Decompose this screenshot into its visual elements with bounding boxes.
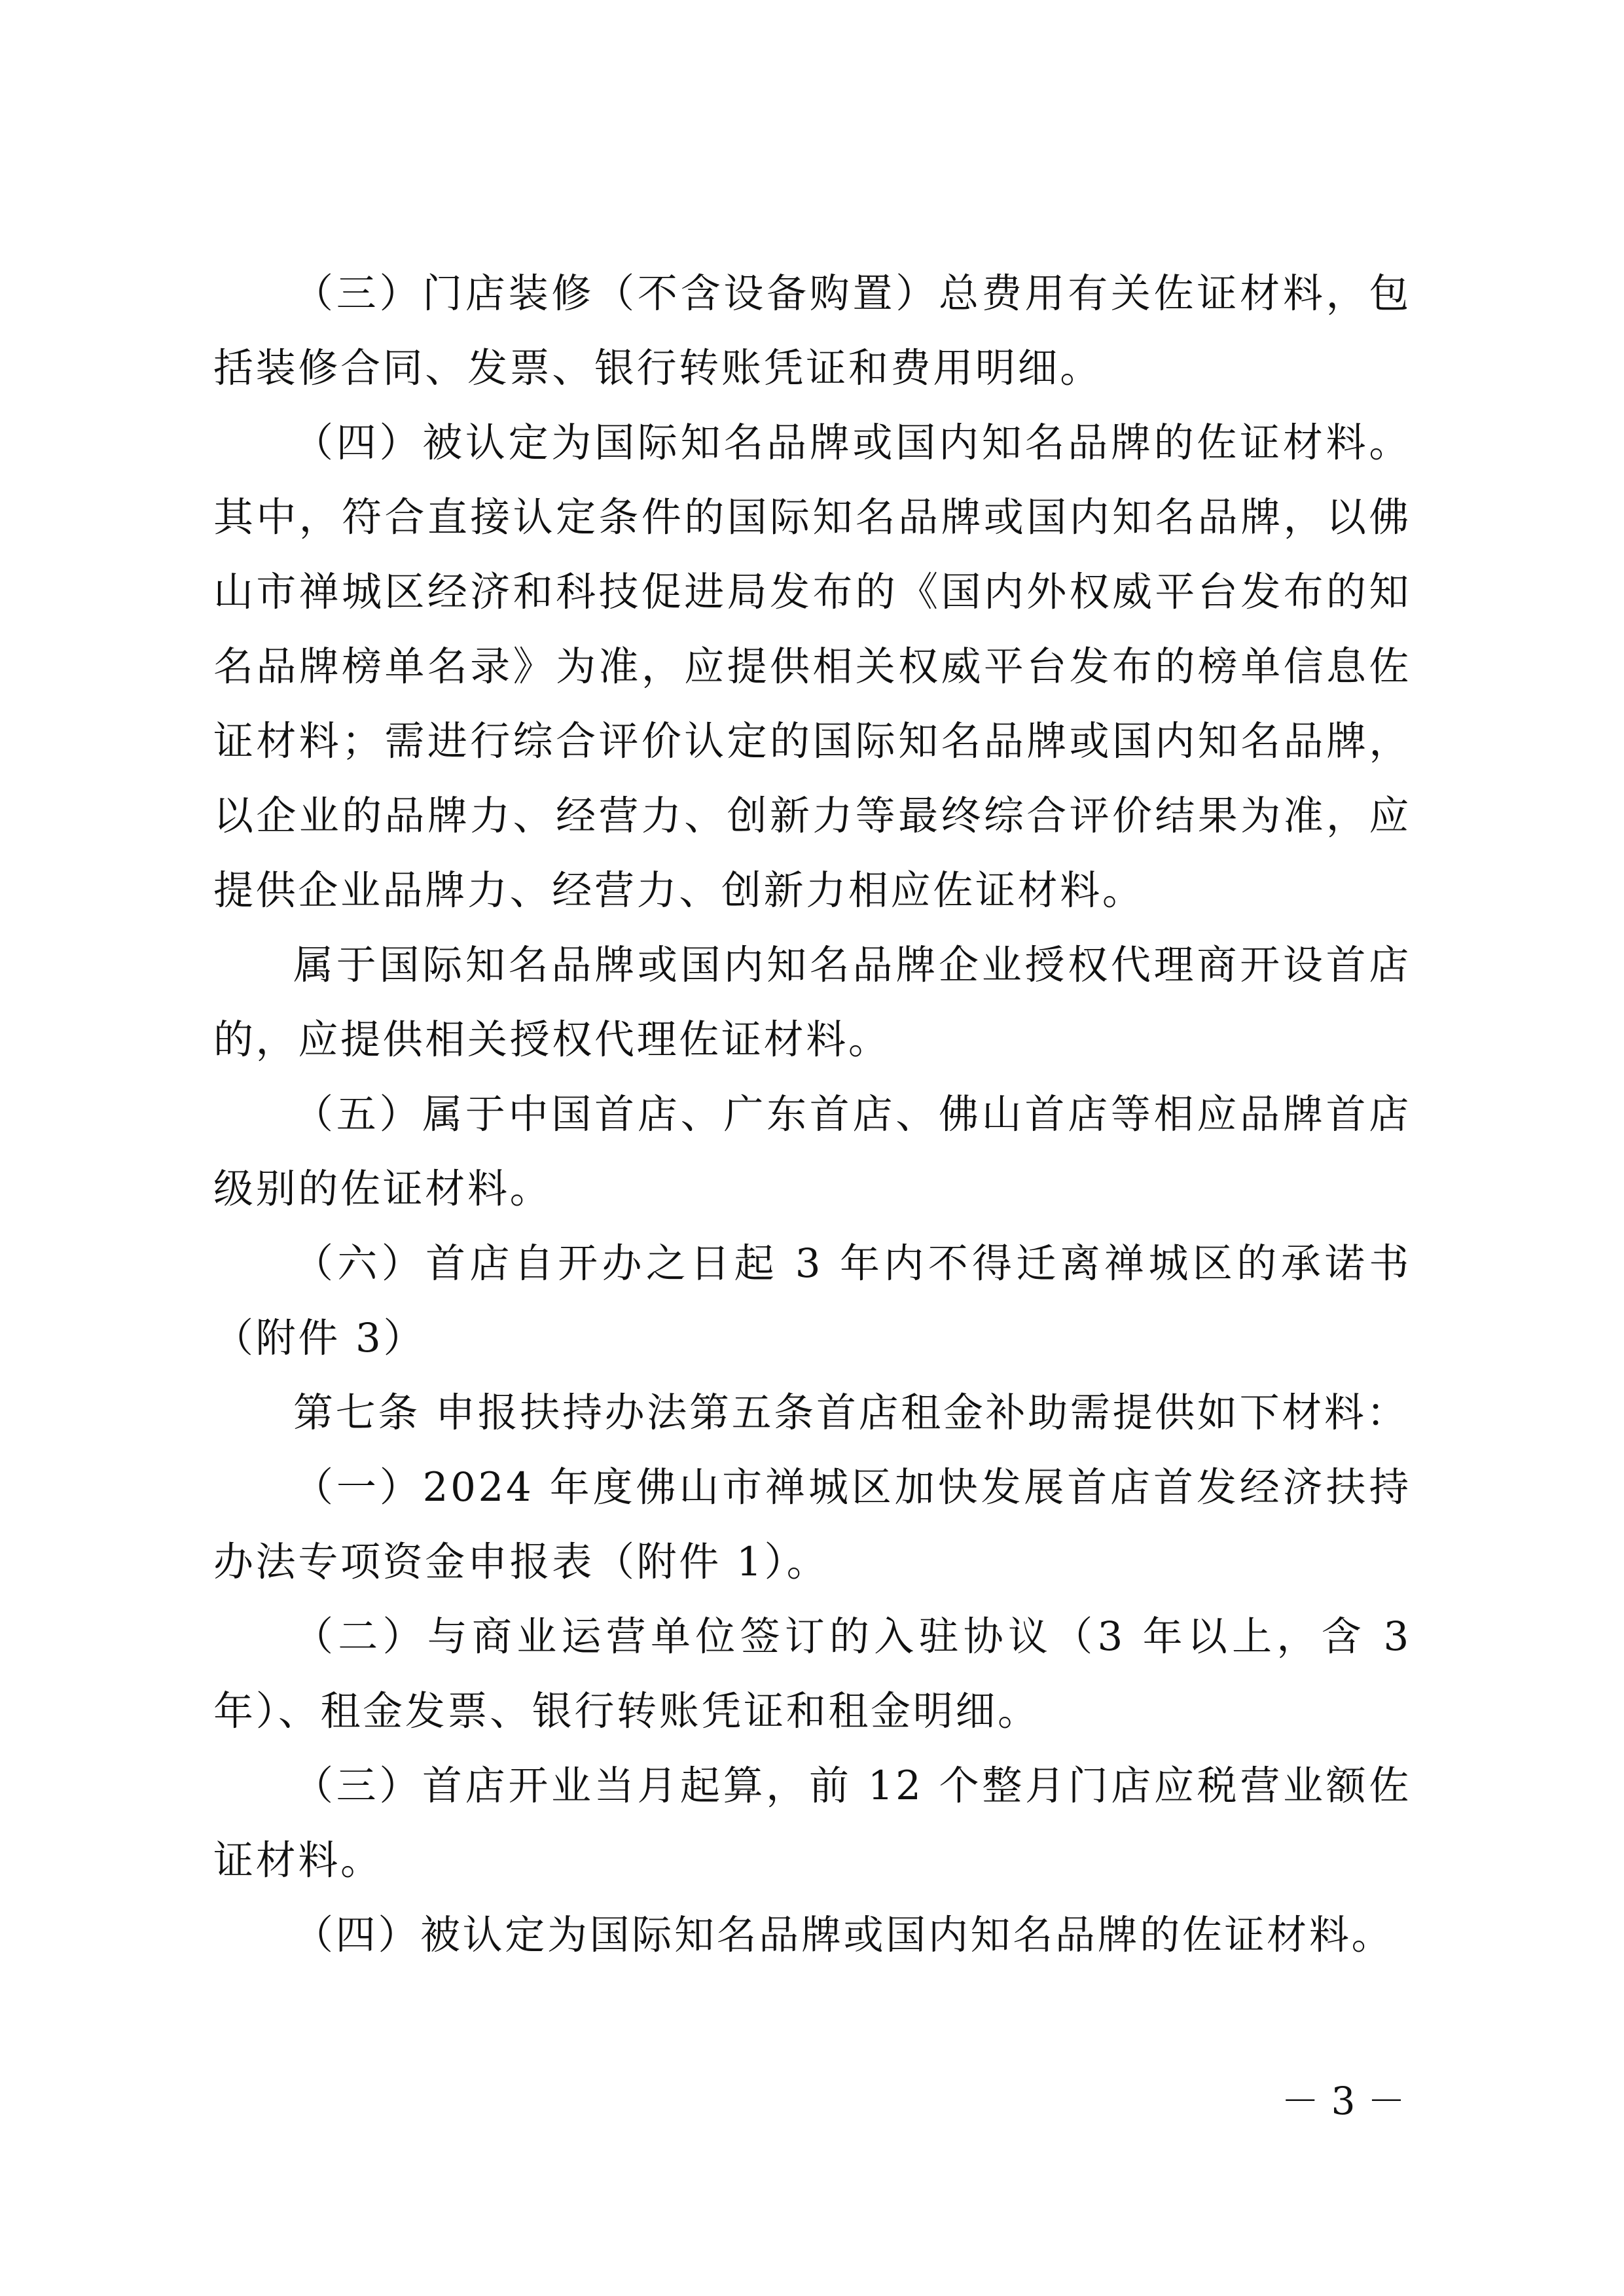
article-7-item-4: （四）被认定为国际知名品牌或国内知名品牌的佐证材料。 [293,1912,1394,1958]
article-7-item-2: （二）与商业运营单位签订的入驻协议（3 年以上，含 3 年）、租金发票、银行转账凭证和租金明细。 [213,1613,1411,1734]
paragraph-3-decoration-materials: （三）门店装修（不含设备购置）总费用有关佐证材料，包括装修合同、发票、银行转账凭证和费用明细。 [213,270,1411,391]
paragraph-6-commitment-letter: （六）首店自开办之日起 3 年内不得迁离禅城区的承诺书（附件 3） [213,1240,1411,1361]
paragraph-4-brand-recognition: （四）被认定为国际知名品牌或国内知名品牌的佐证材料。其中，符合直接认定条件的国际知名品牌或国内知名品牌，以佛山市禅城区经济和科技促进局发布的《国内外权威平台发布的知名品牌榜单名录》为准，应提供相关权威平台发布的榜单信息佐证材料；需进行综合评价认定的国际知名品牌或国内知名品牌，以企业的品牌力、经营力、创新力等最终综合评价结果为准，应提供企业品牌力、经营力、创新力相应佐证材料。 [213,420,1411,914]
article-7-item-1: （一）2024 年度佛山市禅城区加快发展首店首发经济扶持办法专项资金申报表（附件 1）。 [213,1464,1411,1585]
article-7-heading: 第七条 申报扶持办法第五条首店租金补助需提供如下材料： [293,1390,1409,1436]
paragraph-5-first-store-level: （五）属于中国首店、广东首店、佛山首店等相应品牌首店级别的佐证材料。 [213,1091,1411,1212]
document-body [213,257,1411,1973]
paragraph-authorized-agent: 属于国际知名品牌或国内知名品牌企业授权代理商开设首店的，应提供相关授权代理佐证材料。 [213,942,1411,1063]
page-number: － 3 － [1281,2079,1405,2123]
article-7-item-3: （三）首店开业当月起算，前 12 个整月门店应税营业额佐证材料。 [213,1763,1411,1884]
